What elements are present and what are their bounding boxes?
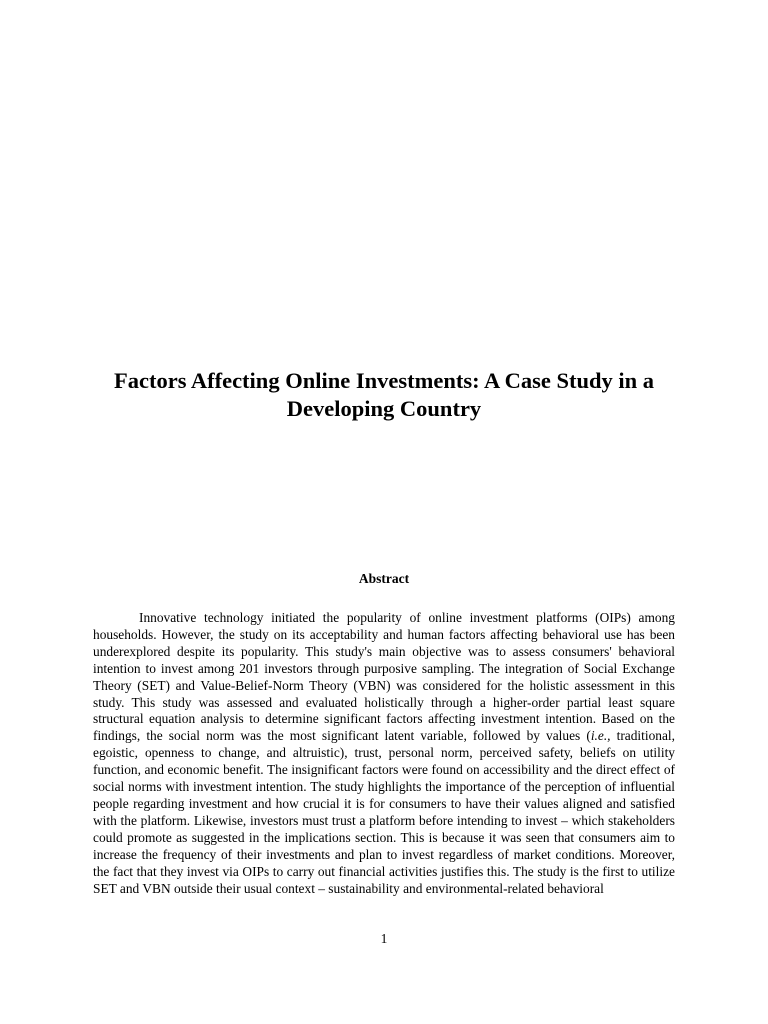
paper-title: Factors Affecting Online Investments: A Case Study in a Developing Country (114, 368, 654, 421)
abstract-text-part1: Innovative technology initiated the popularity of online investment platforms (OIPs) among households. However, the study on its acceptability and human factors affecting behavioral use has been underexplored despite its popularity. This study's main objective was to assess consumers' behavioral intention to invest among 201 investors through purposive sampling. The integration of Social Exchange Theory (SET) and Value-Belief-Norm Theory (VBN) was considered for the holistic assessment in this study. This study was assessed and evaluated holistically through a higher-order partial least square structural equation analysis to determine significant factors affecting investment intention. Based on the findings, the social norm was the most significant latent variable, followed by values ( (93, 610, 675, 744)
page-number: 1 (380, 931, 388, 946)
abstract-text-part2: traditional, egoistic, openness to change, and altruistic), trust, personal norm, perceived safety, beliefs on utility function, and economic benefit. The insignificant factors were found on accessibility and the direct effect of social norms with investment intention. The study highlights the importance of the perception of influential people regarding investment and how crucial it is for consumers to have their values aligned and satisfied with the platform. Likewise, investors must trust a platform before intending to invest – which stakeholders could promote as suggested in the implications section. This is because it was seen that consumers aim to increase the frequency of their investments and plan to invest regardless of market conditions. Moreover, the fact that they invest via OIPs to carry out financial activities justifies this. The study is the first to utilize SET and VBN outside their usual context – sustainability and environmental-related behavioral (93, 728, 675, 896)
abstract-text-italic: i.e., (590, 728, 611, 744)
abstract-paragraph (93, 610, 675, 897)
abstract-heading: Abstract (358, 571, 410, 586)
